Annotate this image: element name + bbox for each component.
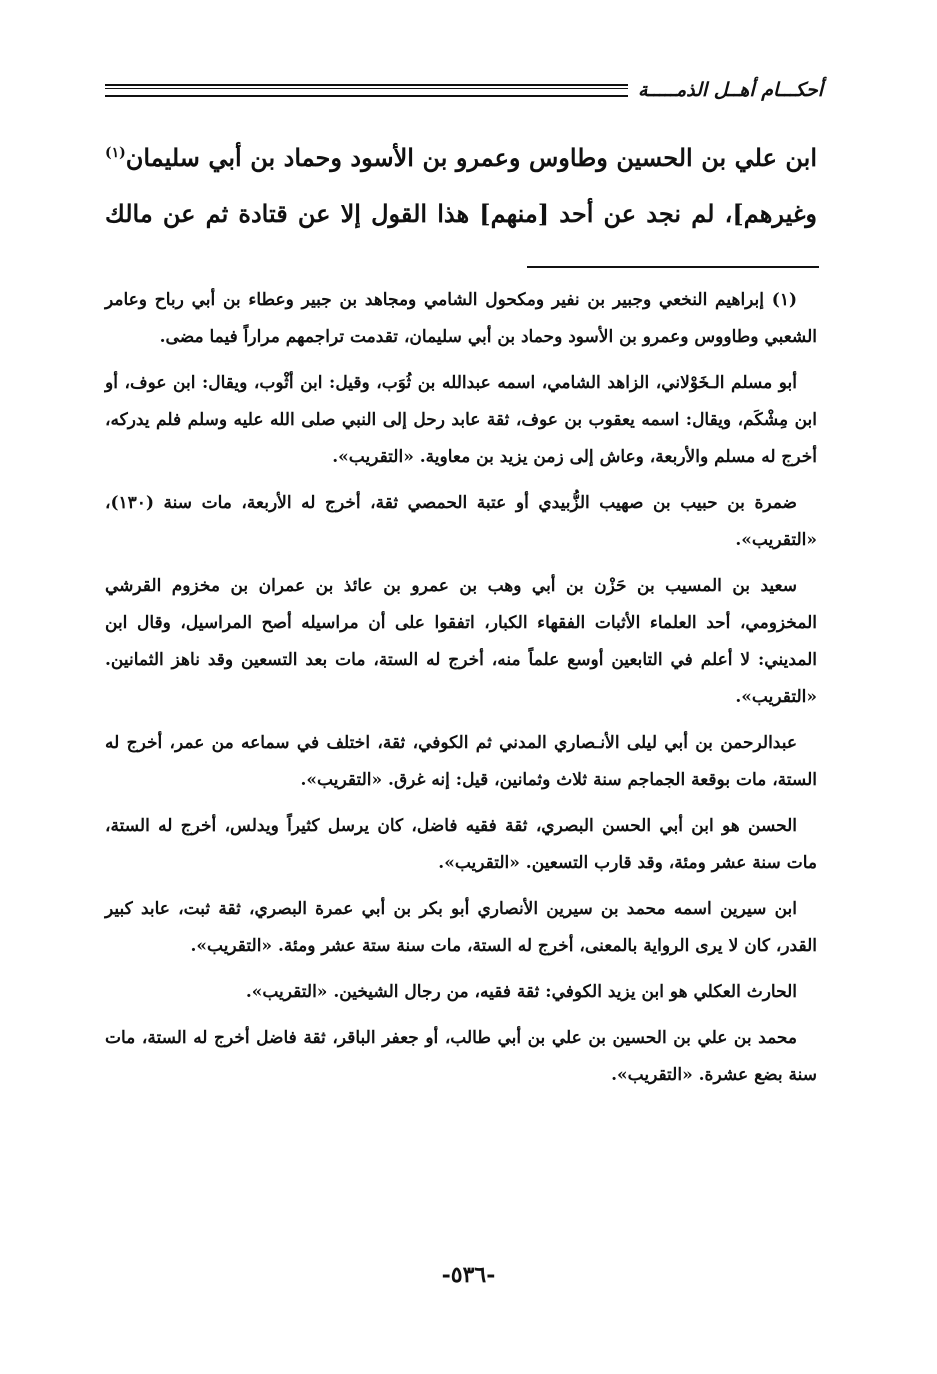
main-line-1-text: ابن علي بن الحسين وطاوس وعمرو بن الأسود وحماد بن أبي سليمان	[125, 143, 817, 172]
running-header	[105, 70, 823, 110]
footnote-ibn-sirin: ابن سيرين اسمه محمد بن سيرين الأنصاري أبو بكر بن أبي عمرة البصري، ثقة ثبت، عابد كبير القدر، كان لا يرى الرواية بالمعنى، أخرج له الستة، مات سنة ستة عشر ومئة. «التقريب».	[105, 899, 817, 956]
footnote-abdulrahman: عبدالرحمن بن أبي ليلى الأنـصاري المدني ثم الكوفي، ثقة، اختلف في سماعه من عمر، أخرج له الستة، مات بوقعة الجماجم سنة ثلاث وثمانين، قيل: إنه غرق. «التقريب».	[105, 733, 817, 790]
header-title: أحكـــام أهــل الذمـــــة	[637, 79, 823, 101]
page-number: -٥٣٦-	[441, 1262, 496, 1288]
footnote-abu-muslim: أبو مسلم الـخَوْلاني، الزاهد الشامي، اسمه عبدالله بن ثُوَب، وقيل: ابن أثْوب، ويقال: ابن عوف، أو ابن مِشْكَم، ويقال: اسمه يعقوب بن عوف، ثقة عابد رحل إلى النبي صلى الله عليه وسلم فلم يدركه، أخرج له مسلم والأربعة، وعاش إلى زمن يزيد بن معاوية. «التقريب».	[105, 373, 817, 467]
footnote-1: (١) إبراهيم النخعي وجبير بن نفير ومكحول الشامي ومجاهد بن جبير وعطاء بن أبي رباح وعامر الشعبي وطاووس وعمرو بن الأسود وحماد بن أبي سليمان، تقدمت تراجمهم مراراً فيما مضى.	[105, 290, 817, 347]
main-line-1	[105, 130, 817, 186]
footnote-marker[interactable]: (١)	[105, 145, 126, 161]
footnote-muhammad-baqir: محمد بن علي بن الحسين بن علي بن أبي طالب، أو جعفر الباقر، ثقة فاضل أخرج له الستة، مات سنة بضع عشرة. «التقريب».	[105, 1028, 817, 1085]
footnotes	[105, 282, 817, 1103]
footnote-hasan: الحسن هو ابن أبي الحسن البصري، ثقة فقيه فاضل، كان يرسل كثيراً ويدلس، أخرج له الستة، مات سنة عشر ومئة، وقد قارب التسعين. «التقريب».	[105, 816, 817, 873]
footnote-said: سعيد بن المسيب بن حَزْن بن أبي وهب بن عمرو بن عائذ بن عمران بن مخزوم القرشي المخزومي، أحد العلماء الأثبات الفقهاء الكبار، اتفقوا على أن مراسيله أصح المراسيل، وقال ابن المديني: لا أعلم في التابعين أوسع علماً منه، أخرج له الستة، مات بعد التسعين وقد ناهز الثمانين. «التقريب».	[105, 576, 817, 707]
footnote-separator	[527, 266, 819, 268]
footnote-damra: ضمرة بن حبيب بن صهيب الزُّبيدي أو عتبة الحمصي ثقة، أخرج له الأربعة، مات سنة (١٣٠)، «التقريب».	[105, 493, 817, 550]
header-rule	[105, 84, 628, 97]
footnote-harith: الحارث العكلي هو ابن يزيد الكوفي: ثقة فقيه، من رجال الشيخين. «التقريب».	[245, 982, 797, 1002]
main-text	[105, 130, 817, 242]
main-line-2: وغيرهم]، لم نجد عن أحد [منهم] هذا القول إلا عن قتادة ثم عن مالك	[105, 199, 817, 228]
